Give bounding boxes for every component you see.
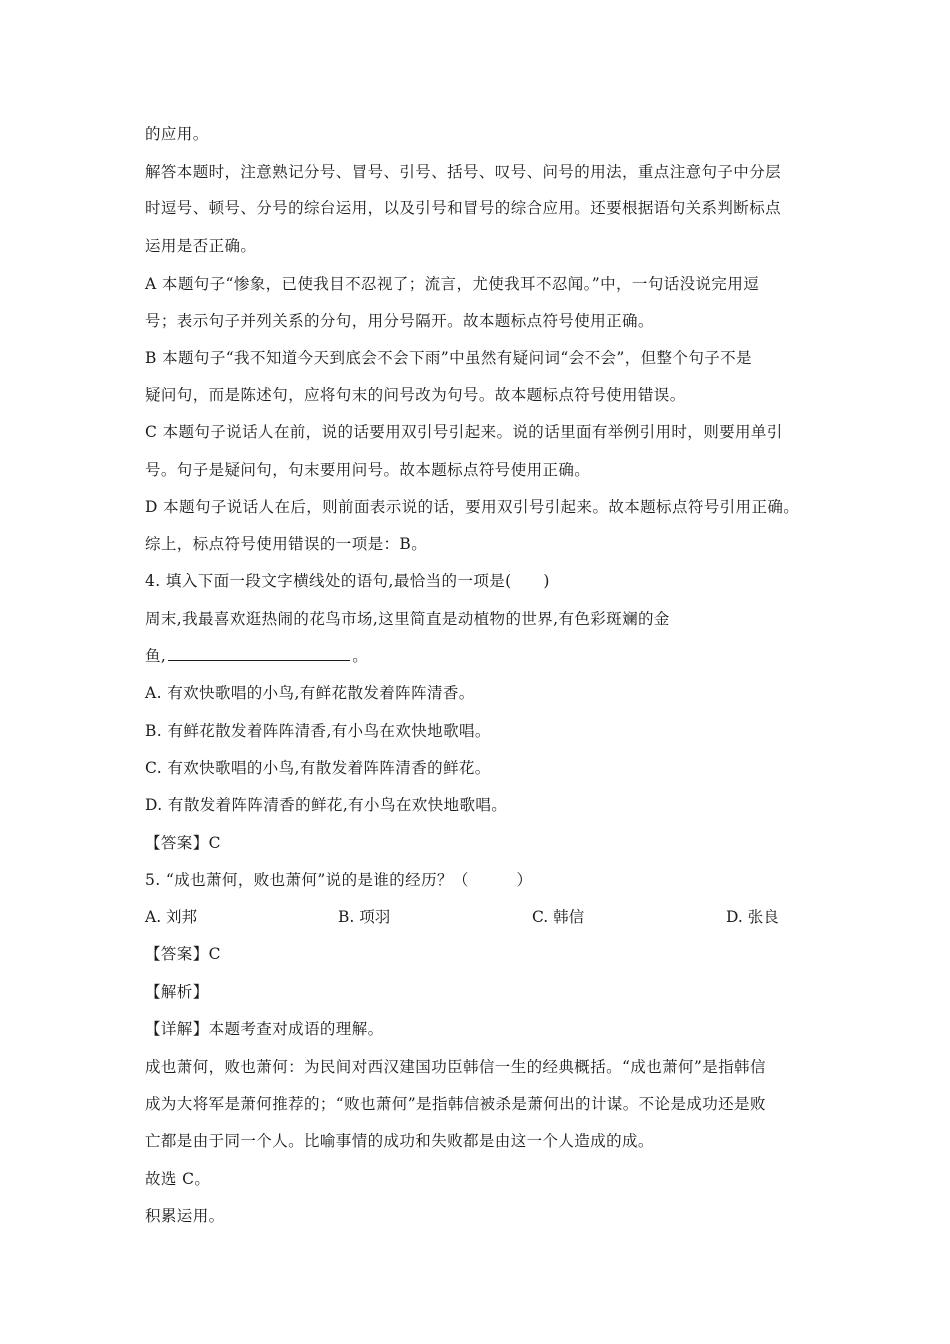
- explanation-line1: 成也萧何，败也萧何：为民间对西汉建国功臣韩信一生的经典概括。“成也萧何”是指韩信: [145, 1058, 766, 1076]
- explanation-d-line1: D 本题句子说话人在后，则前面表示说的话，要用双引号引起来。故本题标点符号引用正确。: [145, 498, 800, 516]
- question-5-option-c: C. 韩信: [532, 908, 585, 926]
- question-5-option-a: A. 刘邦: [145, 908, 198, 926]
- summary-line: 综上，标点符号使用错误的一项是：B。: [145, 535, 428, 553]
- question-5-stem: 5. “成也萧何，败也萧何”说的是谁的经历？（ ）: [145, 871, 533, 889]
- question-4-passage-line1: 周末,我最喜欢逛热闹的花鸟市场,这里简直是动植物的世界,有色彩斑斓的金: [145, 610, 670, 628]
- category-line: 积累运用。: [145, 1207, 225, 1225]
- question-5-option-b: B. 项羽: [338, 908, 391, 926]
- text-line: 的应用。: [145, 125, 209, 143]
- explanation-line2: 成为大将军是萧何推荐的；“败也萧何”是指韩信被杀是萧何出的计谋。不论是成功还是败: [145, 1095, 766, 1113]
- explanation-a-line2: 号；表示句子并列关系的分句，用分号隔开。故本题标点符号使用正确。: [145, 312, 654, 330]
- passage-text: 。: [352, 647, 369, 665]
- question-4-option-a: A. 有欢快歌唱的小鸟,有鲜花散发着阵阵清香。: [145, 684, 475, 702]
- question-4-answer: 【答案】C: [145, 834, 221, 852]
- text-line: 时逗号、顿号、分号的综台运用，以及引号和冒号的综合应用。还要根据语句关系判断标点: [145, 199, 782, 217]
- question-4-option-c: C. 有欢快歌唱的小鸟,有散发着阵阵清香的鲜花。: [145, 759, 491, 777]
- question-5-answer: 【答案】C: [145, 945, 221, 963]
- passage-text: 鱼,: [145, 647, 167, 665]
- explanation-a-line1: A 本题句子“惨象，已使我目不忍视了；流言，尤使我耳不忍闻。”中，一句话没说完用逗: [145, 275, 760, 293]
- detail-label: 【详解】本题考查对成语的理解。: [145, 1020, 384, 1038]
- explanation-b-line1: B 本题句子“我不知道今天到底会不会下雨”中虽然有疑问词“会不会”，但整个句子不是: [145, 349, 752, 367]
- question-4-stem: 4. 填入下面一段文字横线处的语句,最恰当的一项是( ): [145, 572, 550, 590]
- question-4-option-b: B. 有鲜花散发着阵阵清香,有小鸟在欢快地歌唱。: [145, 722, 491, 740]
- analysis-label: 【解析】: [145, 983, 209, 1001]
- choice-line: 故选 C。: [145, 1170, 211, 1188]
- explanation-line3: 亡都是由于同一个人。比喻事情的成功和失败都是由这一个人造成的成。: [145, 1132, 654, 1150]
- question-4-passage-line2: [145, 646, 368, 666]
- explanation-c-line2: 号。句子是疑问句，句末要用问号。故本题标点符号使用正确。: [145, 461, 591, 479]
- explanation-c-line1: C 本题句子说话人在前，说的话要用双引号引起来。说的话里面有举例引用时，则要用单引: [145, 423, 783, 441]
- text-line: 运用是否正确。: [145, 237, 257, 255]
- question-5-option-d: D. 张良: [726, 908, 779, 926]
- text-line: 解答本题时，注意熟记分号、冒号、引号、括号、叹号、问号的用法，重点注意句子中分层: [145, 163, 782, 181]
- fill-in-blank: [168, 646, 350, 661]
- explanation-b-line2: 疑问句，而是陈述句，应将句末的问号改为句号。故本题标点符号使用错误。: [145, 386, 686, 404]
- question-4-option-d: D. 有散发着阵阵清香的鲜花,有小鸟在欢快地歌唱。: [145, 796, 508, 814]
